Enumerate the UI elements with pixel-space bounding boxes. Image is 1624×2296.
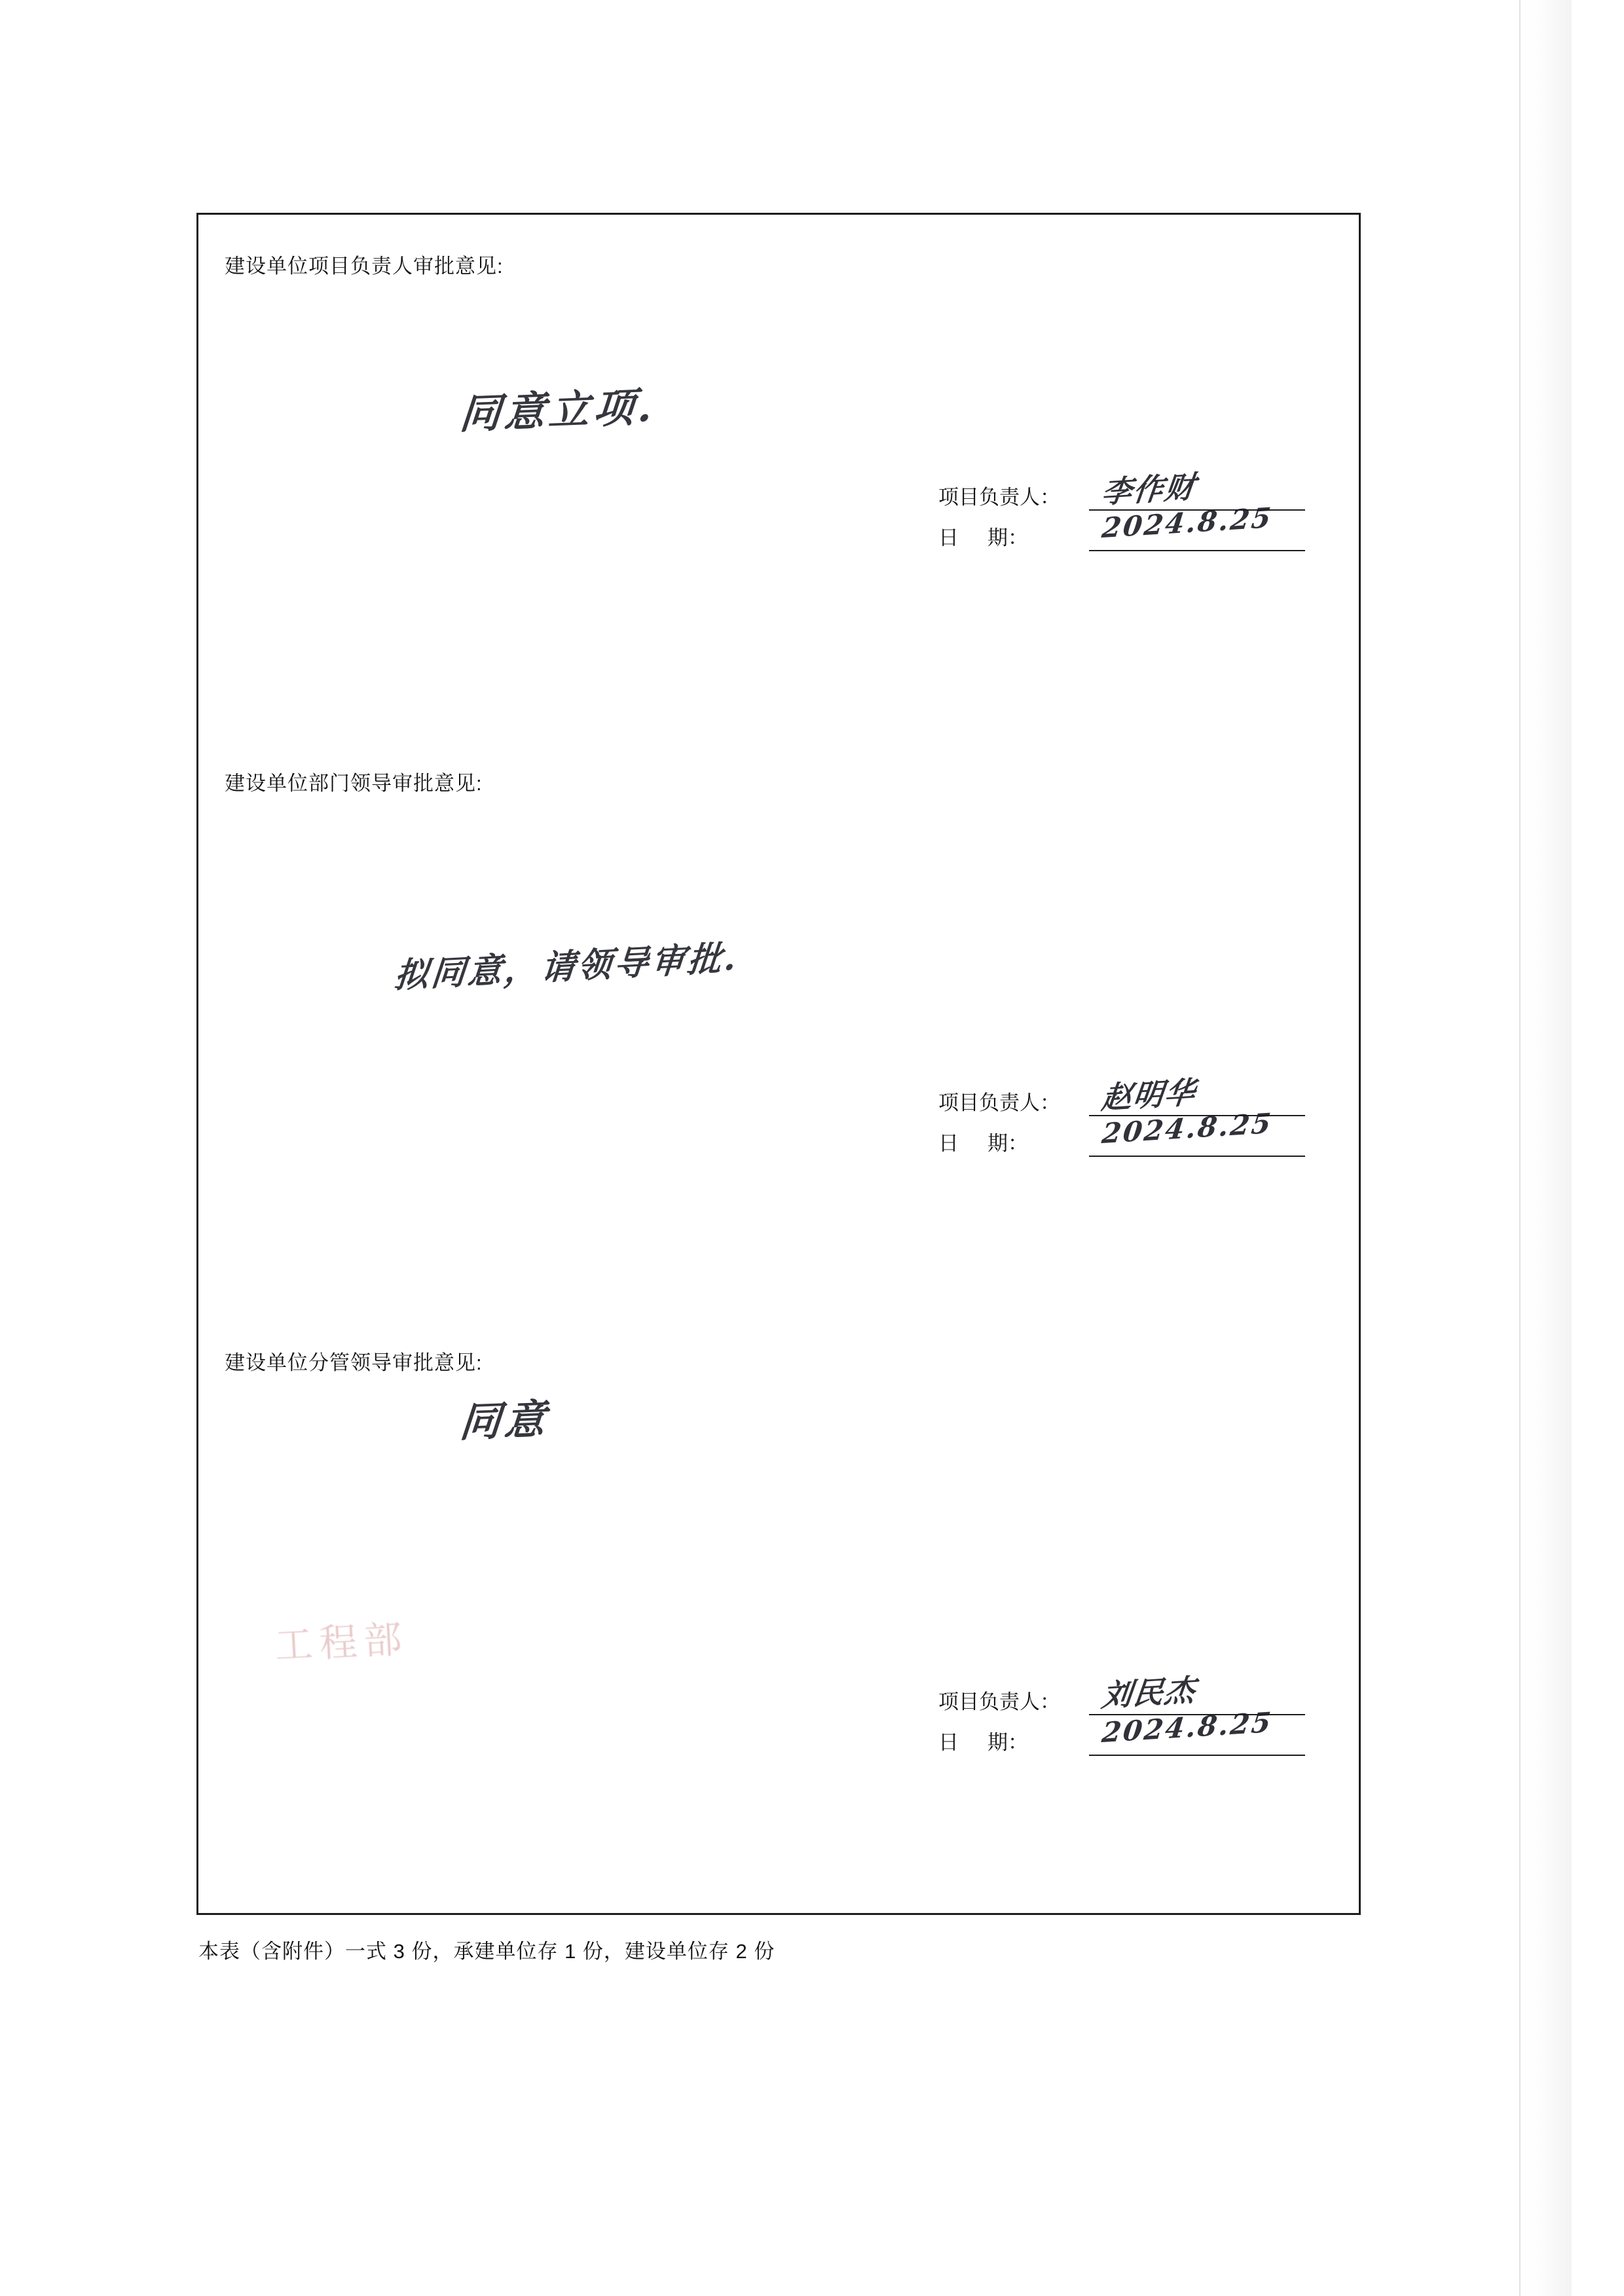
signature-date-rule-1 xyxy=(1089,550,1305,551)
handwritten-comment-1: 同意立项. xyxy=(458,382,659,439)
scan-edge-line xyxy=(1519,0,1521,2296)
signature-date-rule-3 xyxy=(1089,1755,1305,1756)
section-label-project-leader: 建设单位项目负责人审批意见: xyxy=(225,255,504,278)
signature-name-value-2: 赵明华 xyxy=(1099,1074,1198,1116)
signature-date-value-3: 2024.8.25 xyxy=(1100,1705,1275,1749)
signature-name-value-1: 李作财 xyxy=(1099,468,1198,511)
handwritten-comment-2: 拟同意，请领导审批. xyxy=(392,938,741,996)
section-label-department-leader: 建设单位部门领导审批意见: xyxy=(225,772,483,795)
section-project-leader xyxy=(198,215,1359,738)
signature-date-value-1: 2024.8.25 xyxy=(1100,501,1275,545)
signature-date-label-1: 日期： xyxy=(938,526,1028,549)
signature-block-2 xyxy=(938,1074,1331,1163)
signature-name-label-1: 项目负责人： xyxy=(938,486,1060,509)
signature-name-label-2: 项目负责人： xyxy=(938,1091,1060,1114)
signature-name-label-3: 项目负责人： xyxy=(938,1690,1060,1713)
signature-name-value-3: 刘民杰 xyxy=(1099,1671,1198,1714)
signature-date-label-2: 日期： xyxy=(938,1132,1028,1155)
scan-edge-shadow xyxy=(1519,0,1572,2296)
signature-block-3 xyxy=(938,1671,1331,1762)
signature-date-value-2: 2024.8.25 xyxy=(1100,1106,1275,1150)
section-label-supervising-leader: 建设单位分管领导审批意见: xyxy=(225,1351,483,1374)
signature-date-row-1 xyxy=(938,501,1331,558)
signature-date-row-3 xyxy=(938,1705,1331,1762)
section-department-leader xyxy=(198,738,1359,1328)
signature-block-1 xyxy=(938,468,1331,558)
footer-note: 本表（含附件）一式 3 份，承建单位存 1 份，建设单位存 2 份 xyxy=(198,1940,775,1963)
signature-date-label-3: 日期： xyxy=(938,1731,1028,1754)
signature-date-row-2 xyxy=(938,1106,1331,1163)
red-stamp-smudge: 工程部 xyxy=(273,1616,410,1668)
handwritten-comment-3: 同意 xyxy=(458,1394,551,1447)
signature-date-rule-2 xyxy=(1089,1156,1305,1157)
